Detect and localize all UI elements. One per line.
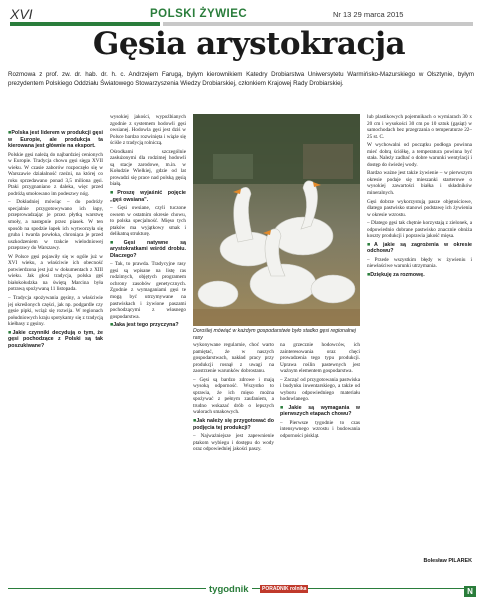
question: ■ Jakie są wymagania w pierwszych etapach chowu?: [280, 405, 360, 418]
paragraph: – Dokładniej mówiąc – do podróży specjalnie przygotowywano ich łapy, przeprowadzając je przez płytką warstwę smoły, a następnie przez piasek. W ten sposób na spodzie łapek ich wytworzyła się gruba i twarda powłoka, chroniąca je przed uszkodzeniem w trakcie wielodniowej przeprawy do Warszawy.: [8, 199, 103, 252]
paragraph: wykonywane regularnie, choć warto pamiętać, że w naszych gospodarstwach, nakład pracy przy produkcji rosnął z uwagi na zaostrzenie warunków dobrostanu.: [193, 342, 274, 375]
question: ■ A jakie są zagrożenia w okresie odchowu?: [367, 242, 472, 255]
question: ■ Proszę wyjaśnić pojęcie „gęś owsiana".: [110, 190, 186, 203]
article-column-1: [8, 128, 103, 580]
paragraph: – Tradycja spożywania gęsiny, a właściwie jej określonych części, jak np. podgardle czy gęsie pipki, wciąż się rozwija. W regionach południowych kraju spotykamy się z tradycją kiełbasy z gęsiny.: [8, 294, 103, 328]
article-column-5: [367, 114, 472, 566]
paragraph: – Przede wszystkim błędy w żywieniu i niewłaściwe warunki utrzymania.: [367, 256, 472, 270]
question: ■ Jak należy się przygotować do podjęcia tej produkcji?: [193, 418, 274, 431]
paragraph: – Gęsi są bardzo zdrowe i mają wysoką odporność. Wszystko to sprawia, że ich mięso można spożywać z pełnym zaufaniem, a trudno wskazać drób o lepszych walorach smakowych.: [193, 376, 274, 416]
page-number: XVI: [10, 6, 33, 22]
question: ■ Dziękuję za rozmowę.: [367, 272, 472, 279]
paragraph: – Dlatego gęsi tak chętnie korzystają z zielonek, a odpowiednio dobrane pastwisko znacznie obniża koszty produkcji i poprawia jakość mięsa.: [367, 220, 472, 240]
question: ■ Jakie czynniki decydują o tym, że gęsi pochodzące z Polski są tak poszukiwane?: [8, 330, 103, 350]
article-column-2: [110, 114, 186, 580]
article-column-4: [280, 342, 360, 566]
issue-info: Nr 13 29 marca 2015: [333, 10, 404, 19]
paragraph: W Polsce gęsi pojawiły się w ogóle już w XVI wieku, a właściwie ich obecność potwierdzona jest już w dokumentach z XIII wieku. Jak głosi tradycja, polska gęś białokołudzka na świętą Marcina była potrawą spożywaną 11 listopada.: [8, 253, 103, 293]
publication-badge: PORADNIK rolnika: [262, 586, 307, 592]
author-byline: Bolesław PILAREK: [423, 558, 472, 564]
paragraph: – Pierwsze tygodnie to czas intensywnego wzrostu i budowania odporności piskląt.: [280, 419, 360, 440]
paragraph: – Najważniejsze jest zapewnienie ptakom wybiegu i dostępu do wody oraz odpowiedniej jakości paszy.: [193, 433, 274, 453]
photo-caption: Doroślej mówiąć w każdym gospodarstwie było stadko gęsi regionalnej rasy: [193, 328, 356, 341]
article-photo: [193, 114, 360, 326]
question: ■ Polska jest liderem w produkcji gęsi w Europie, ale produkcja ta kierowana jest głównie na eksport.: [8, 130, 103, 150]
paragraph: Gęsi dobrze wykorzystują pasze objętościowe, dlatego pastwisko stanowi podstawę ich żywienia w okresie wzrostu.: [367, 198, 472, 218]
section-title: POLSKI ŻYWIEC: [150, 8, 248, 20]
paragraph: Ośrodkami szczególnie zasłużonymi dla rodzimej hodowli są stacje zarodowe, m.in. w Kołudzie Wielkiej, gdzie od lat prowadzi się prace nad polską gęsią białą.: [110, 148, 186, 188]
paragraph: wysokiej jakości, wypoźbianych zgodnie z systemem hodowli gęsi owsianej. Hodowla gęsi jest dziś w Polsce bardzo rozwinięta i wiąże się ściśle z tradycją rolniczą.: [110, 114, 186, 147]
paragraph: Polskie gęsi należą do najbardziej cenionych w Europie. Tradycja chowu gęsi sięga XVII wieku. W czasie zaborów rozpoczęło się w Warszawie działalność rzeźni, na której co roku sprzedawano ponad 3,5 miliona gęsi. Ptaki przygnaniano z daleka, więc przed podróżą smołowano im podeszwy nóg.: [8, 151, 103, 197]
publication-brand: tygodnik: [206, 584, 252, 595]
article-lead: Rozmowa z prof. zw. dr. hab. dr. h. c. Andrzejem Farugą, byłym kierownikiem Katedry Drobiarstwa Uniwersytetu Warmińsko-Mazurskiego w Olsztynie, byłym prezydentem Polskiego Oddziału Światowego Stowarzyszenia Wiedzy Drobiarskiej, członkiem Krajowej Rady Drobiarskiej.: [8, 71, 474, 87]
section-logo-icon: N: [464, 586, 476, 597]
paragraph: na grzecznie hodowców, ich zainteresowania oraz chęci prowadzenia tego typu produkcji. Uprawa roślin pastewnych jest ważnym elementem gospodarstwa.: [280, 342, 360, 375]
question: ■ Jaka jest tego przyczyna?: [110, 322, 186, 329]
article-headline: Gęsia arystokracja: [92, 26, 406, 62]
paragraph: – Zacząć od przygotowania pastwiska i budynku inwentarskiego, a także od wyboru odpowiedniego materiału hodowlanego.: [280, 376, 360, 403]
paragraph: Bardzo ważne jest także żywienie – w pierwszym okresie podaje się mieszanki starterowe o wysokiej zawartości białka i składników mineralnych.: [367, 170, 472, 197]
paragraph: – Gęsi owsiane, czyli tuczone owsem w ostatnim okresie chowu, to polska specjalność. Mięso tych ptaków ma wyjątkowy smak i delikatną strukturę.: [110, 205, 186, 238]
page-header: [0, 0, 483, 28]
geese-photo-illustration: [193, 114, 360, 326]
article-column-3: [193, 342, 274, 566]
question: ■ Gęsi natywne są arystokratkami wśród drobiu. Dlaczego?: [110, 240, 186, 260]
paragraph: lub plastikowych pojemnikach o wymiarach 30 x 20 cm i wysokości 30 cm po 10 sztuk (gąsiąt) w samochodach bez przegrzania o temperaturze 22–25 st. C.: [367, 114, 472, 140]
paragraph: W wychowalni od początku podłoga powinna mieć dobrą ściółkę, a temperatura powinna być stała. Należy zadbać o dobre warunki wentylacji i dostęp do świeżej wody.: [367, 142, 472, 168]
paragraph: – Tak, to prawda. Tradycyjne rasy gęsi są wpisane na listę ras rodzimych, objętych programem ochrony zasobów genetycznych. Zgodnie z wymaganiami gęsi te mogą być utrzymywane na pastwiskach i żywione paszami pochodzącymi z własnego gospodarstwa.: [110, 261, 186, 320]
page-footer: [0, 582, 483, 600]
